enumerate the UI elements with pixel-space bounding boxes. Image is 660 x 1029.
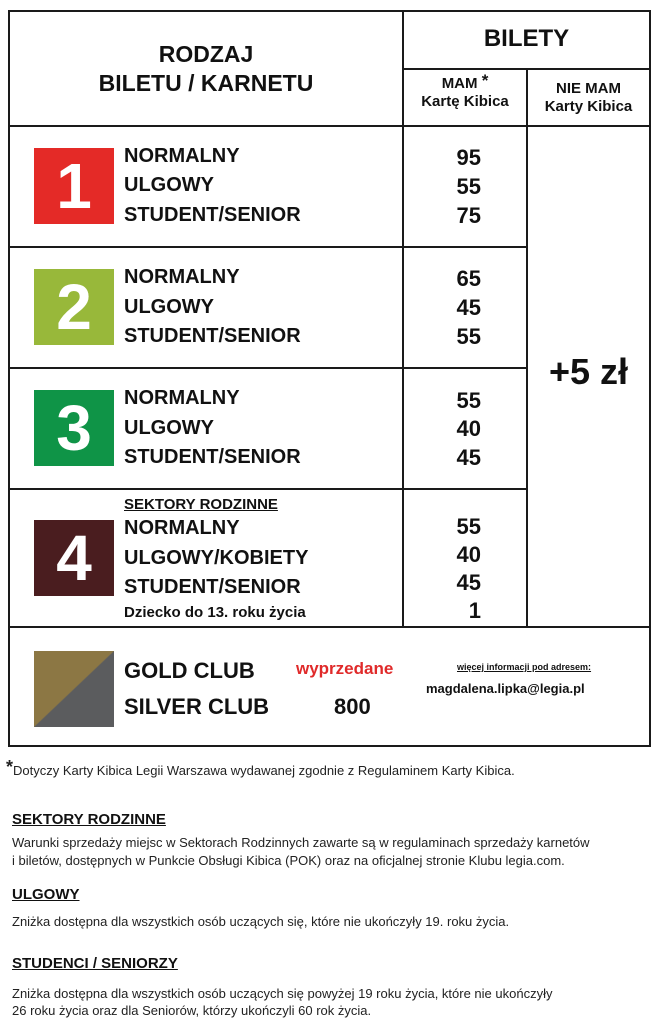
sector-3-price-normal: 55: [456, 388, 481, 413]
club-colors-swatch: [34, 651, 114, 727]
sector-4-option-child: Dziecko do 13. roku życia: [124, 604, 306, 621]
col-have-header: [404, 71, 526, 111]
divider-clubs: [10, 626, 649, 628]
sector-2-option-student: STUDENT/SENIOR: [124, 325, 301, 347]
reduced-heading: ULGOWY: [12, 886, 80, 903]
students-seniors-heading: STUDENCI / SENIORZY: [12, 955, 178, 972]
sector-1-price-student: 75: [456, 203, 481, 228]
divider-sector-1: [10, 246, 528, 248]
sector-3-option-student: STUDENT/SENIOR: [124, 446, 301, 468]
footnote-asterisk-line: [6, 757, 515, 784]
col-nohave-line2: Karty Kibica: [544, 98, 633, 115]
gold-club-status: wyprzedane: [296, 659, 394, 678]
sector-4-subtitle: SEKTORY RODZINNE: [124, 496, 278, 513]
sector-2-option-reduced: ULGOWY: [124, 296, 214, 318]
family-sectors-text-2: i biletów, dostępnych w Punkcie Obsługi Kibica (POK) oraz na oficjalnej stronie Klubu legia.com.: [12, 853, 565, 868]
sector-4-price-normal: 55: [456, 514, 481, 539]
footnote-asterisk-text: Dotyczy Karty Kibica Legii Warszawa wydawanej zgodnie z Regulaminem Karty Kibica.: [13, 763, 515, 778]
sector-2-price-normal: 65: [456, 266, 481, 291]
sector-2-price-reduced: 45: [456, 295, 481, 320]
sector-4-tile: 4: [34, 520, 114, 596]
sector-4-price-student: 45: [456, 570, 481, 595]
silver-club-label: SILVER CLUB: [124, 694, 270, 719]
students-seniors-text-2: 26 roku życia oraz dla Seniorów, którzy ukończyli 60 rok życia.: [12, 1003, 372, 1018]
contact-email: magdalena.lipka@legia.pl: [426, 681, 585, 696]
sector-3-option-normal: NORMALNY: [124, 387, 240, 409]
sector-4-option-normal: NORMALNY: [124, 517, 240, 539]
sector-1-option-reduced: ULGOWY: [124, 174, 214, 196]
sector-4-price-child: 1: [468, 598, 481, 623]
sector-2-price-student: 55: [456, 324, 481, 349]
surcharge-value: +5 zł: [548, 351, 629, 392]
sector-3-price-student: 45: [456, 445, 481, 470]
sector-4-option-student: STUDENT/SENIOR: [124, 576, 301, 598]
price-table: [8, 10, 651, 747]
family-sectors-text-1: Warunki sprzedaży miejsc w Sektorach Rodzinnych zawarte są w regulaminach sprzedaży karnetów: [12, 835, 590, 850]
sector-1-price-normal: 95: [456, 145, 481, 170]
family-sectors-heading: SEKTORY RODZINNE: [12, 811, 166, 828]
sector-4-option-reduced-women: ULGOWY/KOBIETY: [124, 547, 309, 569]
sector-1-option-normal: NORMALNY: [124, 145, 240, 167]
footnote-asterisk: *: [6, 757, 14, 777]
sector-4-price-reduced-women: 40: [456, 542, 481, 567]
sector-1-price-reduced: 55: [456, 174, 481, 199]
sector-3-price-reduced: 40: [456, 416, 481, 441]
col-nohave-line1: NIE MAM: [556, 80, 621, 97]
students-seniors-text-1: Zniżka dostępna dla wszystkich osób uczących się powyżej 19 roku życia, które nie ukończyły: [12, 986, 553, 1001]
gold-club-label: GOLD CLUB: [124, 658, 255, 683]
sector-3-tile: 3: [34, 390, 114, 466]
sector-2-tile: 2: [34, 269, 114, 345]
reduced-text: Zniżka dostępna dla wszystkich osób uczących się, które nie ukończyły 19. roku życia.: [12, 914, 510, 929]
divider-tickets-title: [402, 68, 649, 70]
type-title-line2: BILETU / KARNETU: [98, 70, 314, 96]
sector-3-option-reduced: ULGOWY: [124, 417, 214, 439]
sector-1-tile: 1: [34, 148, 114, 224]
sector-2-option-normal: NORMALNY: [124, 266, 240, 288]
col-have-line2: Kartę Kibica: [421, 93, 509, 110]
divider-sector-3: [10, 488, 528, 490]
col-have-line1: MAM: [441, 75, 478, 92]
divider-header: [10, 125, 649, 127]
col-nohave-header: [528, 80, 649, 116]
asterisk-marker: *: [481, 71, 489, 90]
sector-1-option-student: STUDENT/SENIOR: [124, 204, 301, 226]
tickets-title: BILETY: [483, 25, 570, 52]
divider-nohave-column: [526, 68, 528, 627]
silver-club-price: 800: [334, 694, 371, 719]
divider-sector-2: [10, 367, 528, 369]
more-info-label: więcej informacji pod adresem:: [457, 662, 592, 672]
type-title-line1: RODZAJ: [158, 41, 254, 67]
